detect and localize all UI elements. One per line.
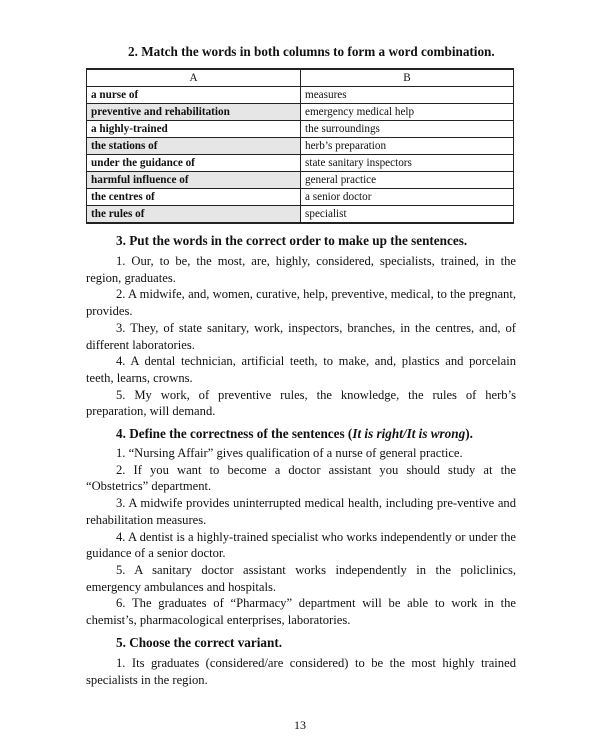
section-3-body — [86, 253, 516, 420]
table-row — [87, 87, 514, 104]
section-2-title: 2. Match the words in both columns to form a word combination. — [128, 44, 495, 59]
table-row — [87, 189, 514, 206]
cell-b: a senior doctor — [301, 189, 514, 206]
list-item: 4. A dental technician, artificial teeth, to make, and, plastics and porcelain teeth, learns, crowns. — [86, 354, 516, 385]
table-header-row — [87, 69, 514, 87]
cell-b: specialist — [301, 206, 514, 224]
section-4-title — [116, 425, 473, 443]
cell-a: harmful influence of — [87, 172, 301, 189]
list-item: 6. The graduates of “Pharmacy” department will be able to work in the chemist’s, pharmacological enterprises, laboratories. — [86, 596, 516, 628]
section-5-body — [86, 655, 516, 688]
list-item: 5. My work, of preventive rules, the knowledge, the rules of herb’s preparation, will demand. — [86, 387, 516, 419]
matching-table — [86, 68, 514, 224]
column-b-header: B — [301, 69, 514, 87]
list-item: 3. They, of state sanitary, work, inspectors, branches, in the centres, and, of different laboratories. — [86, 320, 516, 352]
column-a-header: A — [87, 69, 301, 87]
cell-a: a nurse of — [87, 87, 301, 104]
table-row — [87, 138, 514, 155]
list-item: 5. A sanitary doctor assistant works independently in the policlinics, emergency ambulances and hospitals. — [86, 562, 516, 594]
table-row — [87, 121, 514, 138]
section-5-title: 5. Choose the correct variant. — [116, 635, 283, 650]
cell-a: the rules of — [87, 206, 301, 224]
table-row — [87, 206, 514, 224]
section-4-title-prefix: 4. Define the correctness of the sentences ( — [116, 426, 353, 441]
page-number: 13 — [294, 718, 306, 732]
list-item: 2. If you want to become a doctor assistant you should study at the “Obstetrics” department. — [86, 462, 516, 494]
list-item: 1. Its graduates (considered/are considered) to be the most highly trained specialists in the region. — [86, 656, 516, 687]
section-4-body — [86, 445, 516, 629]
cell-b: emergency medical help — [301, 104, 514, 121]
table-row — [87, 104, 514, 121]
cell-a: the stations of — [87, 138, 301, 155]
list-item: 2. A midwife, and, women, curative, help, preventive, medical, to the pregnant, provides. — [86, 287, 516, 319]
list-item: 3. A midwife provides uninterrupted medical health, including pre-ventive and rehabilitation measures. — [86, 496, 516, 527]
list-item: 1. “Nursing Affair” gives qualification of a nurse of general practice. — [116, 446, 463, 460]
cell-b: general practice — [301, 172, 514, 189]
section-4-title-suffix: ). — [465, 426, 473, 441]
section-3-title: 3. Put the words in the correct order to make up the sentences. — [116, 233, 468, 248]
cell-b: the surroundings — [301, 121, 514, 138]
cell-a: the centres of — [87, 189, 301, 206]
list-item: 1. Our, to be, the most, are, highly, considered, specialists, trained, in the region, graduates. — [86, 254, 516, 285]
cell-b: measures — [301, 87, 514, 104]
cell-a: under the guidance of — [87, 155, 301, 172]
table-row — [87, 172, 514, 189]
section-4-title-italic: It is right/It is wrong — [352, 426, 466, 441]
cell-b: herb’s preparation — [301, 138, 514, 155]
cell-b: state sanitary inspectors — [301, 155, 514, 172]
cell-a: a highly-trained — [87, 121, 301, 138]
list-item: 4. A dentist is a highly-trained specialist who works independently or under the guidance of a senior doctor. — [86, 529, 516, 561]
table-row — [87, 155, 514, 172]
cell-a: preventive and rehabilitation — [87, 104, 301, 121]
